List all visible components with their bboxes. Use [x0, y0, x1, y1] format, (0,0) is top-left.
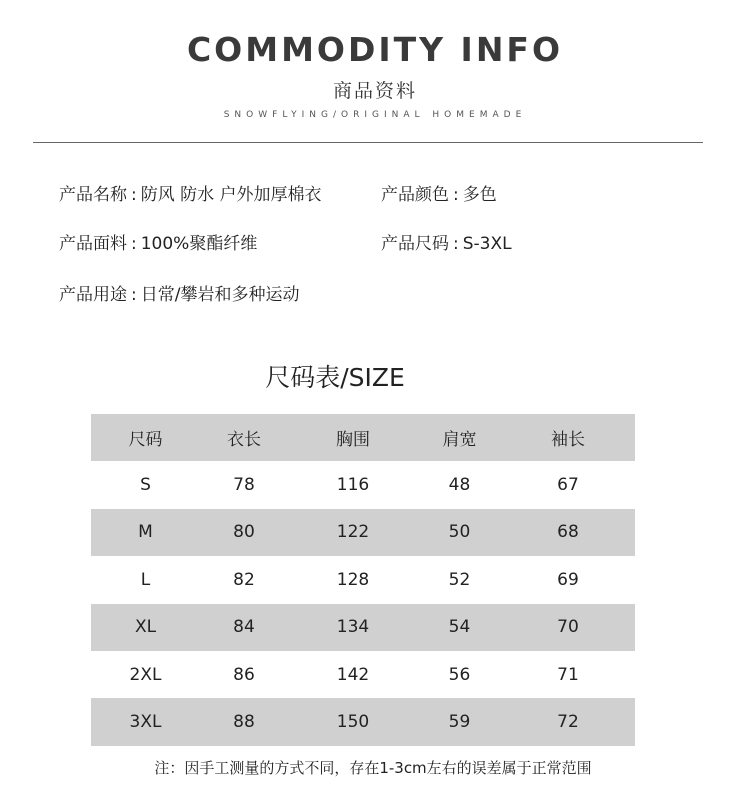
table-cell: 69	[557, 569, 579, 590]
table-cell: 88	[233, 712, 255, 733]
info-size-label: 产品尺码	[381, 234, 449, 254]
info-color-label: 产品颜色	[381, 185, 449, 205]
measurement-note: 注：因手工测量的方式不同，存在1-3cm左右的误差属于正常范围	[154, 759, 592, 777]
table-cell: 84	[233, 617, 255, 638]
table-row	[91, 509, 635, 556]
info-usage-label: 产品用途	[59, 285, 127, 305]
table-cell: 48	[448, 475, 471, 496]
table-cell: S	[140, 475, 151, 496]
table-cell: 67	[557, 475, 579, 496]
header-cell-length: 衣长	[227, 430, 261, 451]
header-subtitle: 商品资料	[332, 80, 417, 102]
table-cell: XL	[134, 617, 157, 638]
table-row	[91, 698, 635, 745]
table-cell: 72	[557, 712, 579, 733]
table-cell: 116	[336, 475, 370, 496]
info-name-label: 产品名称	[59, 185, 127, 205]
size-table	[91, 414, 635, 746]
table-row	[91, 604, 635, 651]
info-name-line	[59, 180, 322, 205]
table-cell: 3XL	[129, 712, 162, 733]
info-size-value: S-3XL	[462, 234, 512, 254]
table-cell: 2XL	[129, 664, 162, 685]
table-cell: 80	[233, 522, 255, 543]
info-name-value: 防风 防水 户外加厚棉衣	[140, 185, 322, 205]
header-divider	[33, 142, 703, 143]
table-cell: 86	[233, 664, 255, 685]
header-tagline: SNOWFLYING/ORIGINAL HOMEMADE	[223, 110, 527, 120]
separator: :	[131, 234, 137, 254]
table-cell: 142	[336, 664, 370, 685]
header-cell-shoulder: 肩宽	[442, 430, 477, 451]
table-cell: 134	[336, 617, 370, 638]
header-cell-chest: 胸围	[336, 430, 370, 451]
separator: :	[453, 185, 459, 205]
table-cell: 54	[448, 617, 471, 638]
header-cell-sleeve: 袖长	[551, 430, 585, 451]
size-chart-title: 尺码表/SIZE	[265, 363, 405, 392]
separator: :	[453, 234, 459, 254]
table-cell: 150	[336, 712, 370, 733]
info-color-value: 多色	[462, 185, 497, 205]
table-cell: L	[140, 569, 151, 590]
table-cell: 122	[336, 522, 370, 543]
table-row	[91, 556, 635, 603]
info-fabric-label: 产品面料	[59, 234, 127, 254]
info-usage-line	[59, 280, 299, 305]
table-cell: 71	[557, 664, 579, 685]
table-cell: 52	[448, 569, 471, 590]
table-row	[91, 461, 635, 508]
table-cell: 128	[336, 569, 370, 590]
info-fabric-value: 100%聚酯纤维	[140, 234, 258, 254]
table-cell: 70	[557, 617, 579, 638]
table-cell: M	[138, 522, 153, 543]
header-title: COMMODITY INFO	[186, 30, 564, 69]
info-size-line	[381, 229, 512, 254]
separator: :	[131, 285, 137, 305]
table-row	[91, 651, 635, 698]
table-cell: 56	[448, 664, 471, 685]
info-fabric-line	[59, 229, 257, 254]
header-cell-size: 尺码	[128, 430, 163, 451]
info-usage-value: 日常/攀岩和多种运动	[140, 285, 300, 305]
table-cell: 78	[233, 475, 255, 496]
table-cell: 50	[448, 522, 471, 543]
table-cell: 59	[448, 712, 471, 733]
table-cell: 82	[233, 569, 255, 590]
table-cell: 68	[557, 522, 579, 543]
size-table-header	[91, 414, 635, 461]
info-color-line	[381, 180, 497, 205]
separator: :	[131, 185, 137, 205]
